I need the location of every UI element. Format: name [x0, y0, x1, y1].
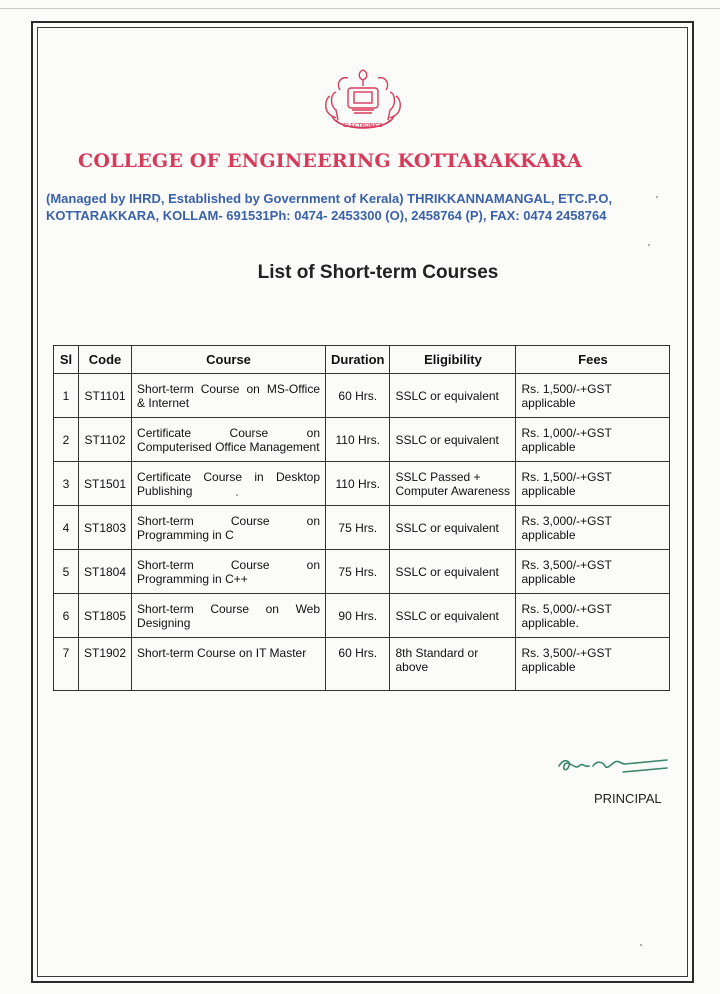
cell-code: ST1101 [79, 374, 132, 418]
cell-code: ST1803 [79, 506, 132, 550]
cell-eligibility: SSLC or equivalent [390, 418, 516, 462]
cell-eligibility: SSLC or equivalent [390, 550, 516, 594]
cell-eligibility: 8th Standard or above [390, 638, 516, 691]
header-course: Course [132, 346, 326, 374]
cell-code: ST1805 [79, 594, 132, 638]
cell-code: ST1102 [79, 418, 132, 462]
cell-duration: 60 Hrs. [326, 638, 390, 691]
cell-eligibility: SSLC Passed + Computer Awareness [390, 462, 516, 506]
cell-eligibility: SSLC or equivalent [390, 506, 516, 550]
college-name: COLLEGE OF ENGINEERING KOTTARAKKARA [78, 150, 582, 172]
cell-duration: 75 Hrs. [326, 550, 390, 594]
table-row [54, 594, 670, 638]
cell-eligibility: SSLC or equivalent [390, 374, 516, 418]
cell-course: Short-term Course on Programming in C [132, 506, 326, 550]
table-row [54, 506, 670, 550]
cell-fees: Rs. 3,000/-+GST applicable [516, 506, 670, 550]
courses-table [53, 345, 670, 691]
principal-signature-icon [553, 752, 673, 782]
cell-course: Short-term Course on Web Designing [132, 594, 326, 638]
scan-speck [640, 944, 642, 946]
cell-duration: 110 Hrs. [326, 462, 390, 506]
scan-speck [656, 196, 658, 198]
cell-duration: 75 Hrs. [326, 506, 390, 550]
cell-code: ST1804 [79, 550, 132, 594]
cell-sl: 3 [54, 462, 79, 506]
page-title: List of Short-term Courses [257, 262, 499, 283]
header-code: Code [79, 346, 132, 374]
top-scan-line [0, 8, 720, 9]
emblem-text: ELECTRONICS [343, 123, 383, 129]
cell-fees: Rs. 1,000/-+GST applicable [516, 418, 670, 462]
cell-sl: 7 [54, 638, 79, 691]
cell-sl: 2 [54, 418, 79, 462]
scan-speck [648, 244, 650, 246]
address-line-1: (Managed by IHRD, Established by Government of Kerala) THRIKKANNAMANGAL, ETC.P.O, [46, 191, 613, 206]
ihrd-emblem-icon [318, 66, 408, 138]
table-row [54, 550, 670, 594]
cell-course: Short-term Course on Programming in C++ [132, 550, 326, 594]
cell-sl: 6 [54, 594, 79, 638]
cell-fees: Rs. 3,500/-+GST applicable [516, 550, 670, 594]
cell-code: ST1902 [79, 638, 132, 691]
cell-duration: 110 Hrs. [326, 418, 390, 462]
cell-fees: Rs. 3,500/-+GST applicable [516, 638, 670, 691]
cell-duration: 90 Hrs. [326, 594, 390, 638]
cell-sl: 1 [54, 374, 79, 418]
address-line-2: KOTTARAKKARA, KOLLAM- 691531Ph: 0474- 2453300 (O), 2458764 (P), FAX: 0474 2458764 [46, 208, 607, 223]
cell-eligibility: SSLC or equivalent [390, 594, 516, 638]
cell-code: ST1501 [79, 462, 132, 506]
cell-fees: Rs. 5,000/-+GST applicable. [516, 594, 670, 638]
table-header-row [54, 346, 670, 374]
scan-speck [236, 494, 238, 496]
table-row [54, 374, 670, 418]
address-block [46, 190, 686, 224]
cell-course: Short-term Course on IT Master [132, 638, 326, 691]
cell-course: Certificate Course in Desktop Publishing [132, 462, 326, 506]
header-sl: Sl [54, 346, 79, 374]
table-row [54, 638, 670, 691]
table-row [54, 462, 670, 506]
cell-sl: 5 [54, 550, 79, 594]
cell-course: Short-term Course on MS-Office & Internet [132, 374, 326, 418]
header-fees: Fees [516, 346, 670, 374]
cell-sl: 4 [54, 506, 79, 550]
cell-course: Certificate Course on Computerised Office Management [132, 418, 326, 462]
cell-duration: 60 Hrs. [326, 374, 390, 418]
header-eligibility: Eligibility [390, 346, 516, 374]
table-row [54, 418, 670, 462]
principal-label: PRINCIPAL [594, 791, 662, 806]
cell-fees: Rs. 1,500/-+GST applicable [516, 374, 670, 418]
cell-fees: Rs. 1,500/-+GST applicable [516, 462, 670, 506]
header-duration: Duration [326, 346, 390, 374]
